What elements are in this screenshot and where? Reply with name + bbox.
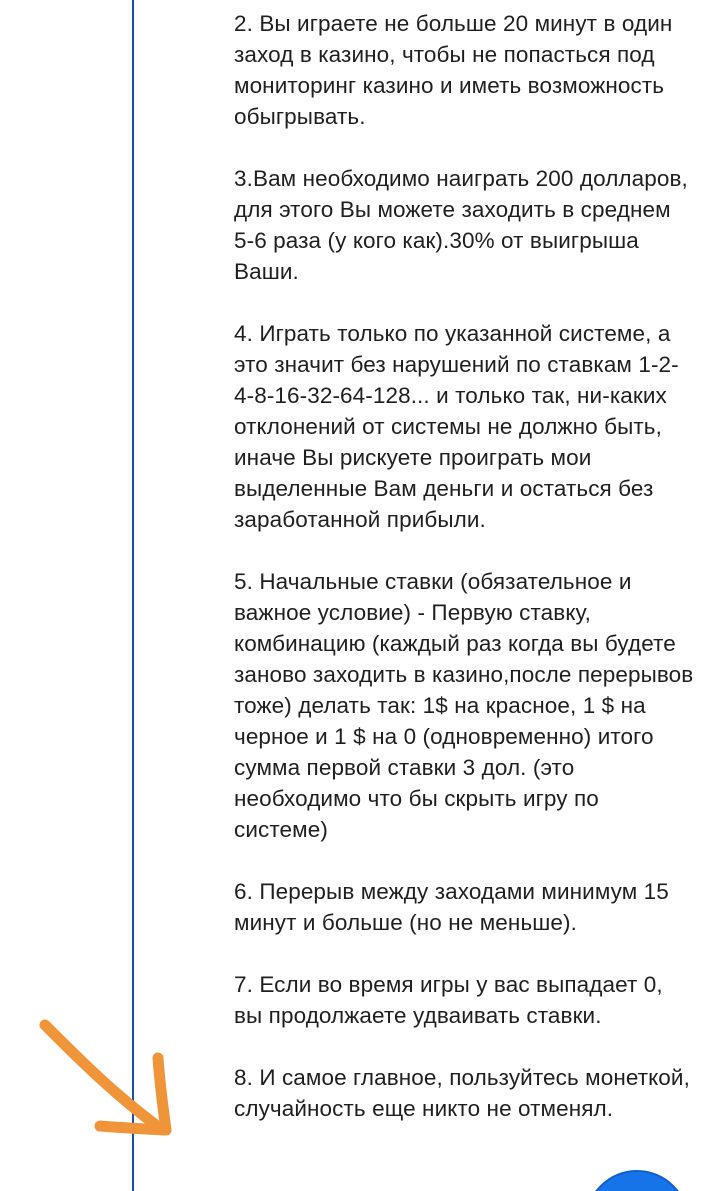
rule-paragraph-4: 4. Играть только по указанной системе, а это значит без нарушений по ставкам 1-2-4-8-16-32-64-128... и только так, ни-каких отклонений от системы не должно быть, иначе Вы рискуете проиграть мои выделенные Вам деньги и остаться без заработанной прибыли.	[234, 321, 679, 532]
note-content	[234, 8, 696, 1155]
hand-drawn-arrow-icon	[0, 1010, 200, 1160]
rule-paragraph-2: 2. Вы играете не больше 20 минут в один заход в казино, чтобы не попасться под мониторинг казино и иметь возможность обыгрывать.	[234, 11, 673, 129]
floating-action-button[interactable]	[585, 1170, 689, 1191]
rule-paragraph-6: 6. Перерыв между заходами минимум 15 минут и больше (но не меньше).	[234, 879, 669, 935]
rule-paragraph-3: 3.Вам необходимо наиграть 200 долларов, для этого Вы можете заходить в среднем 5-6 раза (у кого как).30% от выигрыша Ваши.	[234, 166, 688, 284]
rule-paragraph-7: 7. Если во время игры у вас выпадает 0, вы продолжаете удваивать ставки.	[234, 972, 663, 1028]
rule-paragraph-8: 8. И самое главное, пользуйтесь монеткой, случайность еще никто не отменял.	[234, 1065, 690, 1121]
rule-paragraph-5: 5. Начальные ставки (обязательное и важное условие) - Первую ставку, комбинацию (каждый раз когда вы будете заново заходить в казино,после перерывов тоже) делать так: 1$ на красное, 1 $ на черное и 1 $ на 0 (одновременно) итого сумма первой ставки 3 дол. (это необходимо что бы скрыть игру по системе)	[234, 569, 694, 842]
